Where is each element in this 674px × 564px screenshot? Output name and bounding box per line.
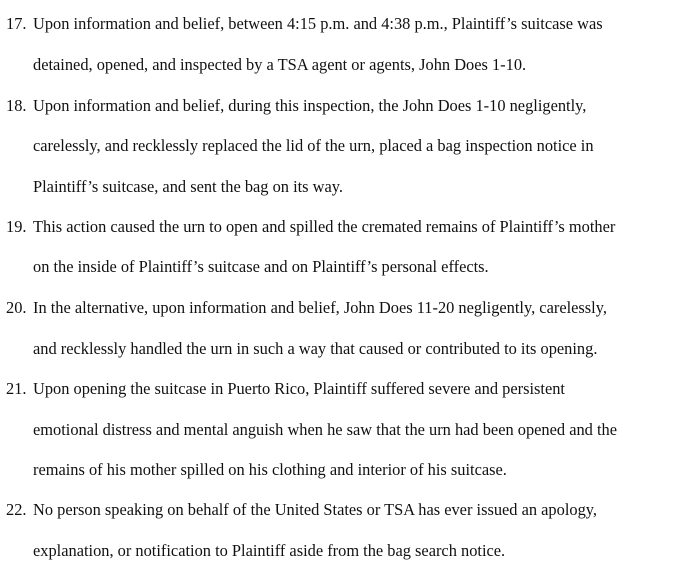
paragraph-text: explanation, or notification to Plaintiff aside from the bag search notice.	[33, 541, 506, 560]
paragraph-text: on the inside of Plaintiff’s suitcase and on Plaintiff’s personal effects.	[33, 257, 489, 276]
paragraph-text: Upon information and belief, between 4:15 p.m. and 4:38 p.m., Plaintiff’s suitcase was	[33, 14, 603, 33]
paragraph-text: Upon information and belief, during this inspection, the John Does 1-10 negligently,	[33, 96, 587, 115]
paragraph-number: 22.	[6, 500, 27, 519]
paragraph-text: emotional distress and mental anguish when he saw that the urn had been opened and the	[33, 420, 617, 439]
paragraph-number: 17.	[6, 14, 27, 33]
paragraph-text: carelessly, and recklessly replaced the lid of the urn, placed a bag inspection notice in	[33, 136, 594, 155]
paragraph-number: 19.	[6, 217, 27, 236]
paragraph-number: 20.	[6, 298, 27, 317]
paragraph-text: This action caused the urn to open and spilled the cremated remains of Plaintiff’s mother	[33, 217, 616, 236]
paragraph-number: 18.	[6, 96, 27, 115]
paragraph-text: and recklessly handled the urn in such a way that caused or contributed to its opening.	[33, 339, 598, 358]
paragraph-text: remains of his mother spilled on his clothing and interior of his suitcase.	[33, 460, 507, 479]
paragraph-text: No person speaking on behalf of the United States or TSA has ever issued an apology,	[33, 500, 597, 519]
paragraph-text: Upon opening the suitcase in Puerto Rico, Plaintiff suffered severe and persistent	[33, 379, 565, 398]
paragraph-number: 21.	[6, 379, 27, 398]
paragraph-text: Plaintiff’s suitcase, and sent the bag on its way.	[33, 177, 343, 196]
paragraph-text: In the alternative, upon information and belief, John Does 11-20 negligently, carelessly,	[33, 298, 607, 317]
paragraph-text: detained, opened, and inspected by a TSA agent or agents, John Does 1-10.	[33, 55, 527, 74]
